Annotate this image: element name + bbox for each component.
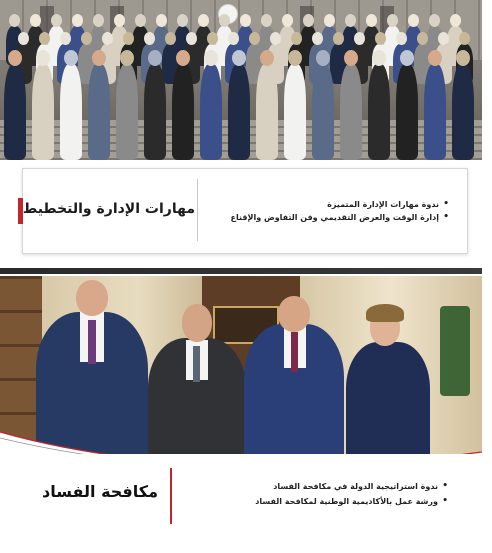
head	[177, 14, 188, 27]
person	[284, 64, 306, 160]
head	[176, 50, 190, 66]
page-margin	[482, 0, 492, 553]
head	[261, 14, 272, 27]
face	[76, 280, 108, 316]
section-title: مهارات الإدارة والتخطيط	[22, 201, 195, 217]
head	[18, 32, 29, 45]
head	[8, 50, 22, 66]
head	[408, 14, 419, 27]
head	[417, 32, 428, 45]
head	[81, 32, 92, 45]
head	[123, 32, 134, 45]
person	[144, 64, 166, 160]
head	[459, 32, 470, 45]
vertical-divider	[197, 179, 198, 241]
person	[116, 64, 138, 160]
head	[396, 32, 407, 45]
head	[428, 50, 442, 66]
head	[135, 14, 146, 27]
face	[278, 296, 310, 332]
head	[232, 50, 246, 66]
head	[228, 32, 239, 45]
head	[72, 14, 83, 27]
head	[240, 14, 251, 27]
head	[333, 32, 344, 45]
head	[375, 32, 386, 45]
tie	[88, 320, 96, 364]
head	[144, 32, 155, 45]
head	[270, 32, 281, 45]
person	[32, 64, 54, 160]
head	[30, 14, 41, 27]
list-item: • إدارة الوقت والعرض التقديمي وفن التفاوض والإقناع	[219, 211, 449, 224]
person	[340, 64, 362, 160]
person	[172, 64, 194, 160]
person	[424, 64, 446, 160]
head	[260, 50, 274, 66]
person	[396, 64, 418, 160]
head	[9, 14, 20, 27]
head	[219, 14, 230, 27]
head	[39, 32, 50, 45]
group-photo	[0, 0, 482, 160]
list-item: • ورشة عمل بالأكاديمية الوطنية لمكافحة الفساد	[218, 494, 448, 509]
head	[92, 50, 106, 66]
person	[60, 64, 82, 160]
management-skills-card	[22, 168, 468, 254]
list-item: • ندوة استراتيجية الدولة في مكافحة الفساد	[218, 479, 448, 494]
person	[452, 64, 474, 160]
head	[148, 50, 162, 66]
head	[354, 32, 365, 45]
person	[228, 64, 250, 160]
person	[4, 64, 26, 160]
head	[204, 50, 218, 66]
head	[288, 50, 302, 66]
plant	[440, 306, 470, 396]
person	[200, 64, 222, 160]
head	[165, 32, 176, 45]
section-title: مكافحة الفساد	[41, 482, 158, 501]
activity-list	[218, 479, 448, 509]
head	[51, 14, 62, 27]
person	[88, 64, 110, 160]
head	[312, 32, 323, 45]
tie	[193, 346, 200, 382]
head	[344, 50, 358, 66]
head	[249, 32, 260, 45]
person	[256, 64, 278, 160]
head	[456, 50, 470, 66]
person	[368, 64, 390, 160]
head	[303, 14, 314, 27]
head	[186, 32, 197, 45]
activity-list	[219, 198, 449, 224]
head	[36, 50, 50, 66]
face	[182, 304, 212, 342]
head-scarf	[366, 304, 404, 322]
head	[198, 14, 209, 27]
head	[366, 14, 377, 27]
head	[114, 14, 125, 27]
head	[120, 50, 134, 66]
anti-corruption-card	[0, 454, 482, 548]
list-item: • ندوة مهارات الإدارة المتميزة	[219, 198, 449, 211]
head	[372, 50, 386, 66]
head	[345, 14, 356, 27]
head	[64, 50, 78, 66]
person	[312, 64, 334, 160]
head	[93, 14, 104, 27]
head	[324, 14, 335, 27]
head	[400, 50, 414, 66]
head	[282, 14, 293, 27]
section-separator	[0, 268, 492, 274]
head	[387, 14, 398, 27]
head	[291, 32, 302, 45]
head	[60, 32, 71, 45]
head	[102, 32, 113, 45]
vertical-divider	[170, 468, 172, 524]
head	[207, 32, 218, 45]
head	[156, 14, 167, 27]
head	[438, 32, 449, 45]
head	[450, 14, 461, 27]
head	[429, 14, 440, 27]
head	[316, 50, 330, 66]
tie	[291, 332, 298, 372]
